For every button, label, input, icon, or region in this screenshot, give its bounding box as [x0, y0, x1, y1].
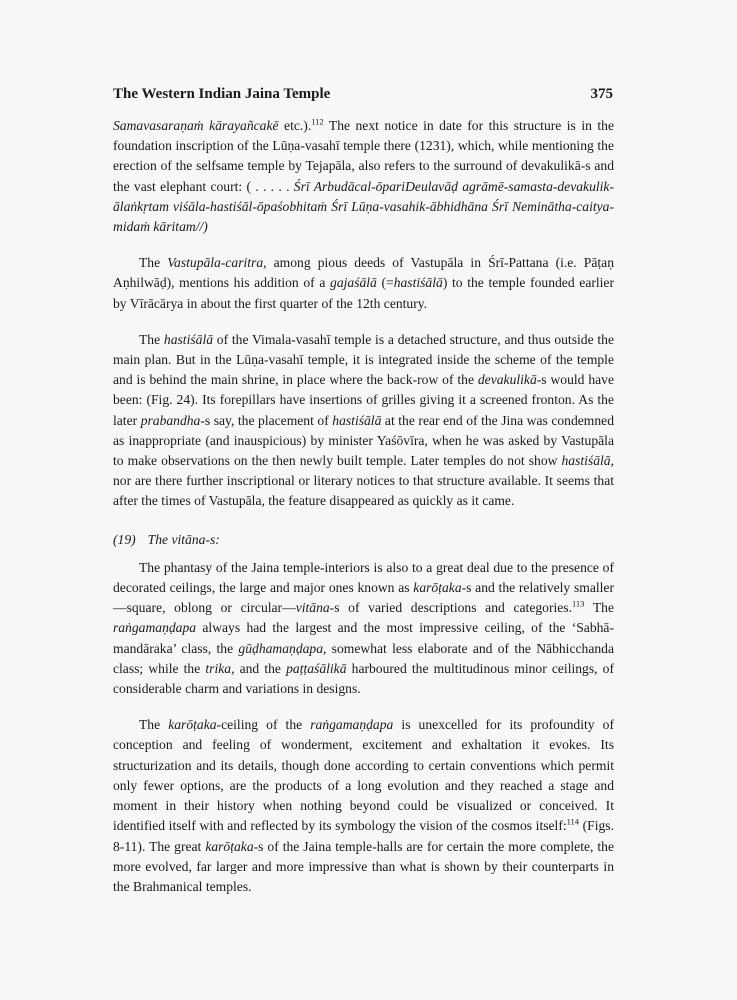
- footnote-ref: 113: [571, 598, 585, 609]
- text-run: harboured the multitudinous minor ceilings, of considerable charm and variations in designs.: [113, 660, 614, 697]
- page-number: 375: [590, 86, 613, 102]
- text-run: The next notice in date for this structure is in the foundation inscription of the Lūṇa-vasahī temple there (1231), which, while mentioning the erection of the selfsame temple by Tejapāla, also refers to the surround of devakulikā-s and the vast elephant court: ( . . . . .: [113, 118, 614, 194]
- paragraph: [113, 715, 614, 897]
- section-title: The vitāna-s:: [147, 531, 220, 547]
- italic-term: karōṭaka: [413, 580, 462, 596]
- text-run: -ceiling of the: [216, 717, 311, 733]
- text-run: -s of the Jaina temple-halls are for certain the more complete, the more evolved, far larger and more impressive than what is shown by their counterparts in the Brahmanical temples.: [113, 838, 614, 894]
- text-run: (Figs. 8-11). The great: [113, 818, 614, 854]
- italic-term: paṭṭaśālikā: [286, 660, 347, 676]
- text-run: -s would have been: (Fig. 24). Its forepillars have insertions of grilles giving it a screened fronton. As the later: [113, 372, 614, 428]
- italic-term: prabandha: [140, 412, 201, 428]
- text-run: The: [139, 717, 169, 733]
- italic-term: hastiśālā: [163, 331, 214, 347]
- text-run: among pious deeds of Vastupāla in Śrī-Pattana (i.e. Pāṭaṇ Aṇhilwāḍ), mentions his addition of a: [113, 255, 614, 291]
- running-title: The Western Indian Jaina Temple: [113, 86, 331, 102]
- running-header: [113, 86, 613, 103]
- paragraph: [113, 558, 614, 699]
- italic-term: devakulikā: [477, 372, 537, 388]
- text-run: nor are there further inscriptional or literary notices to that structure available. It seems that after the times of Vastupāla, the feature disappeared as quickly as it came.: [113, 473, 614, 509]
- text-run: somewhat less elaborate and of the Nābhicchanda class; while the: [113, 640, 614, 676]
- italic-term: vitāna: [295, 600, 330, 616]
- text-run: at the rear end of the Jina was condemned as inappropriate (and inauspicious) by minister Yaśōvīra, when he was asked by Vastupāla to make observations on the then newly built temple. Later temples do not show: [113, 412, 614, 469]
- text-run: always had the largest and the most impressive ceiling, of the ‘Sabhā-mandāraka’ class, the: [113, 620, 614, 656]
- italic-term: gūḍhamaṇḍapa,: [238, 640, 327, 656]
- italic-term: gajaśālā: [330, 275, 377, 291]
- italic-term: raṅgamaṇḍapa: [113, 620, 197, 636]
- text-run: The: [139, 255, 168, 271]
- text-run: -s and the relatively smaller—square, oblong or circular—: [113, 580, 614, 616]
- italic-term: karōṭaka: [205, 838, 254, 854]
- italic-term: karōṭaka: [168, 717, 217, 733]
- text-run: The: [139, 331, 164, 347]
- paragraph: [113, 330, 614, 512]
- text-run: is unexcelled for its profoundity of conception and feeling of wonderment, excitement and exhaltation it evokes. Its structurization and its details, though done according to certain conventions which permit only fewer options, are the products of a long evolution and they reached a stage and moment in their history when nothing beyond could be visualized or conceived. It identified itself with and reflected by its symbology the vision of the cosmos itself:: [113, 717, 614, 834]
- italic-term: Vastupāla-caritra,: [167, 255, 267, 271]
- italic-term: raṅgamaṇḍapa: [310, 717, 394, 733]
- text-run: ) to the temple founded earlier by Vīrācārya in about the first quarter of the 12th century.: [113, 275, 614, 311]
- section-heading: [113, 530, 614, 550]
- text-run: of the Vimala-vasahī temple is a detached structure, and thus outside the main plan. But in the Lūṇa-vasahī temple, it is integrated inside the scheme of the temple and is behind the main shrine, in place where the back-row of the: [113, 331, 614, 388]
- italic-term: hastiśālā: [332, 412, 382, 428]
- italic-term: trika,: [205, 660, 235, 676]
- text-run: -s say, the placement of: [200, 412, 333, 428]
- body-text: [113, 116, 614, 913]
- italic-term: hastiśālā,: [561, 453, 614, 469]
- italic-term: hastiśālā: [393, 275, 443, 291]
- italic-term: Samavasaraṇaṁ kārayañcakē: [113, 118, 279, 133]
- text-run: The phantasy of the Jaina temple-interiors is also to a great deal due to the presence of decorated ceilings, the large and major ones known as: [113, 559, 614, 596]
- section-number: (19): [113, 531, 136, 547]
- footnote-ref: 112: [311, 116, 324, 127]
- paragraph: [113, 116, 614, 237]
- text-run: etc.).: [278, 118, 312, 133]
- italic-term: Śrī Arbudācal-ōpariDeulavāḍ agrāmē-samasta-devakulik-ālaṅkṛtam viśāla-hastiśāl-ōpaśobhitaṁ Śrī Lūṇa-vasahik-ābhidhāna Śrī Neminātha-caitya-midaṁ kāritam//): [113, 178, 614, 235]
- text-run: -s of varied descriptions and categories.: [329, 600, 572, 616]
- footnote-ref: 114: [566, 816, 580, 827]
- paragraph: [113, 253, 614, 314]
- text-run: (=: [376, 275, 394, 291]
- text-run: The: [584, 600, 614, 616]
- text-run: and the: [234, 660, 287, 676]
